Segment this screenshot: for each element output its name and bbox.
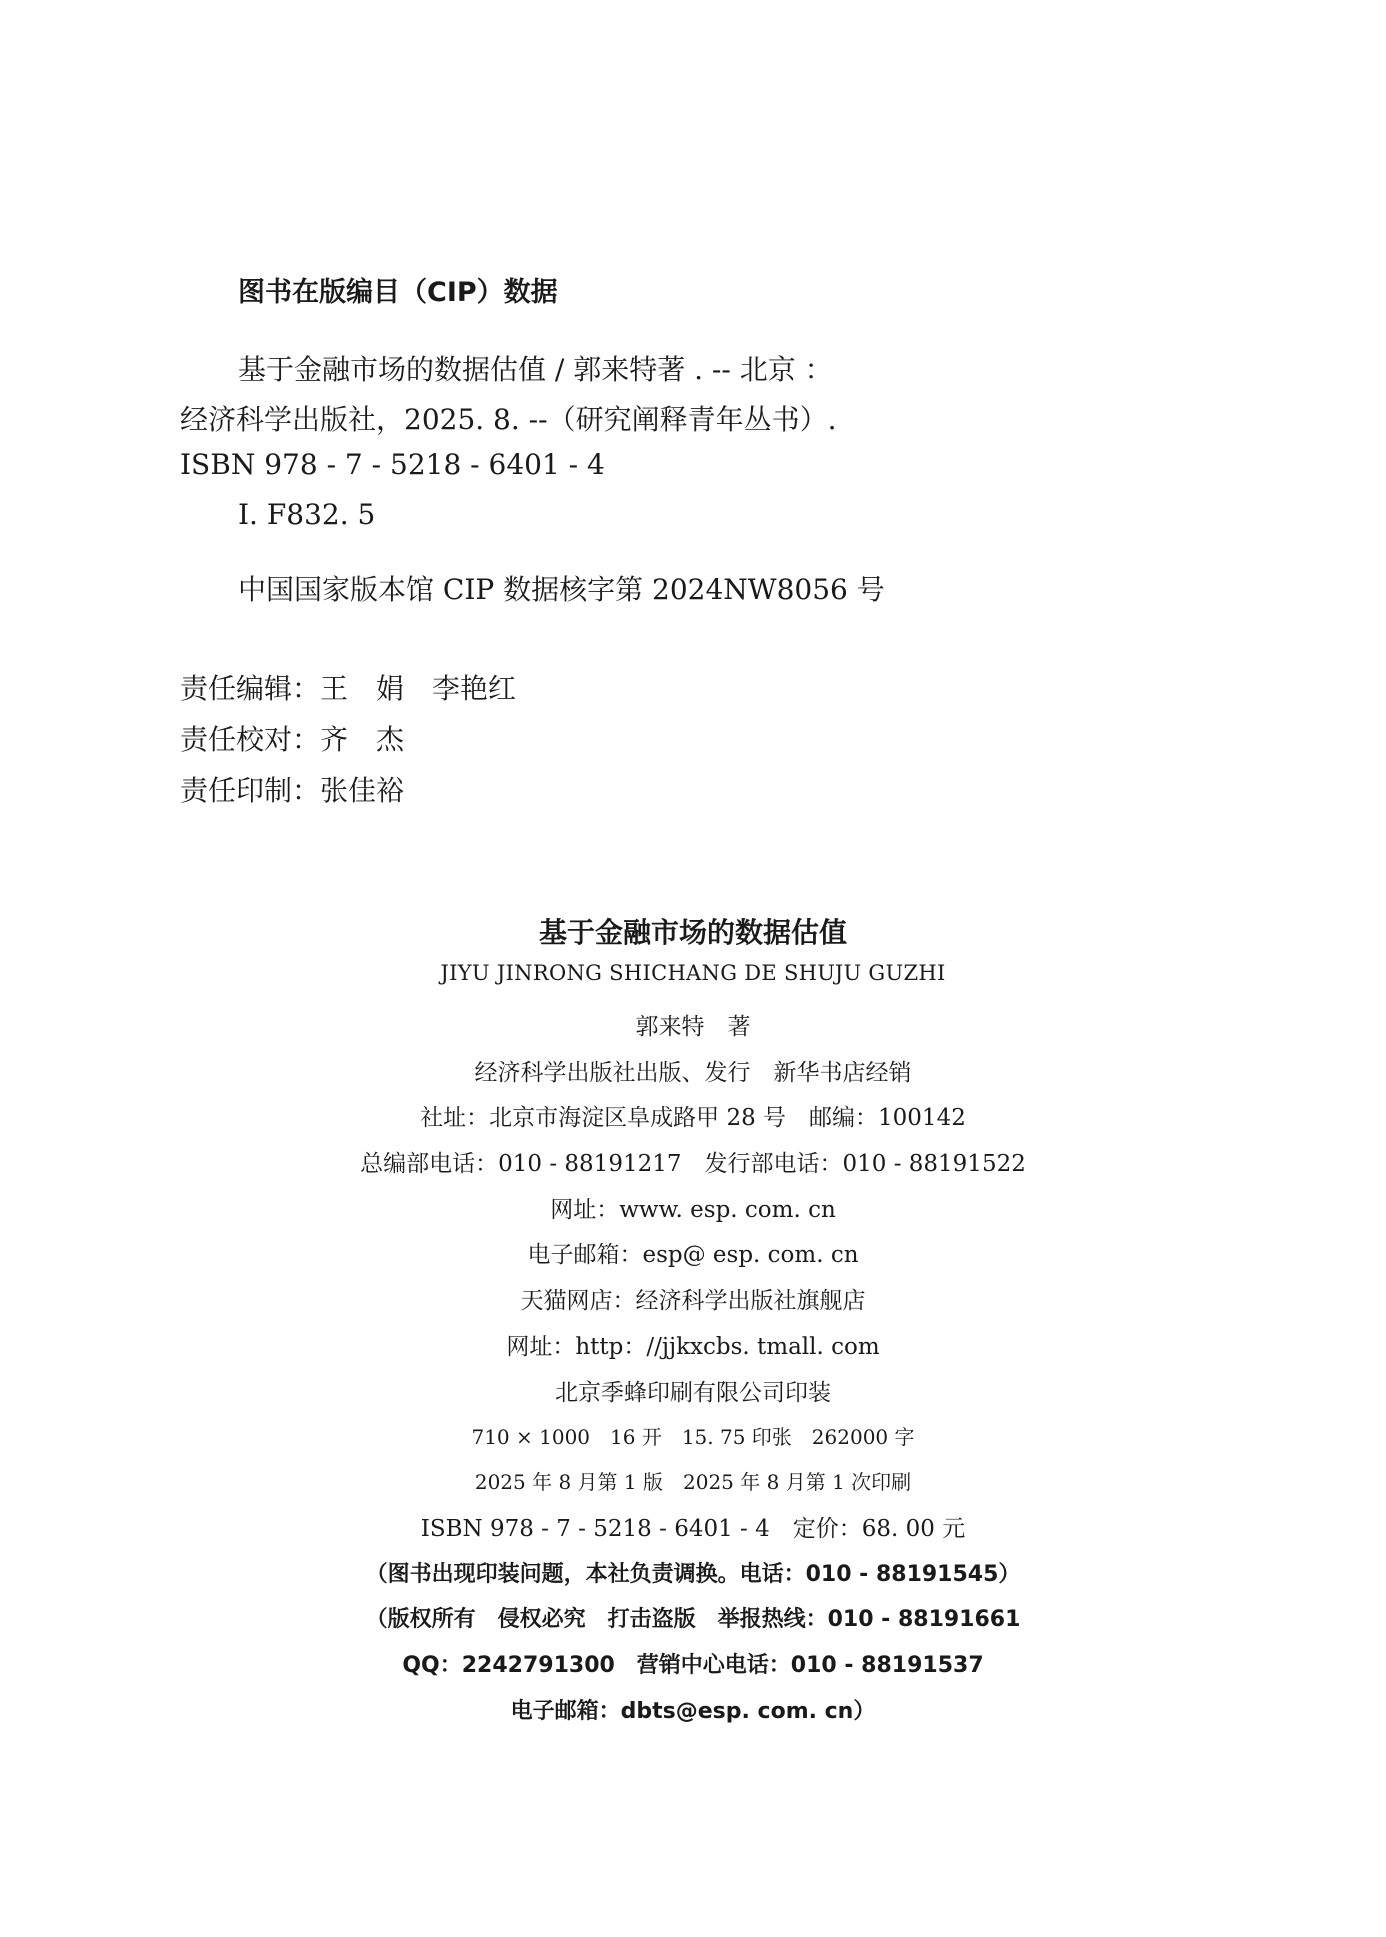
imprint-printer: 北京季蜂印刷有限公司印装: [555, 1380, 831, 1406]
cip-record-line2: 经济科学出版社，2025. 8. --（研究阐释青年丛书）.: [180, 403, 837, 436]
imprint-title: 基于金融市场的数据估值: [538, 916, 847, 949]
imprint-tmall-url: 网址：http：//jjkxcbs. tmall. com: [506, 1334, 880, 1360]
imprint-email: 电子邮箱：esp@ esp. com. cn: [527, 1242, 859, 1268]
cip-record-line1: 基于金融市场的数据估值 / 郭来特著 . -- 北京 ：: [238, 353, 833, 386]
cip-heading: 图书在版编目（CIP）数据: [238, 277, 558, 308]
imprint-tmall-store: 天猫网店：经济科学出版社旗舰店: [520, 1288, 866, 1314]
imprint-title-pinyin: JIYU JINRONG SHICHANG DE SHUJU GUZHI: [440, 961, 946, 985]
imprint-format: 710 × 1000 16 开 15. 75 印张 262000 字: [471, 1425, 915, 1449]
imprint-address: 社址：北京市海淀区阜成路甲 28 号 邮编：100142: [420, 1105, 966, 1131]
cip-isbn: ISBN 978 - 7 - 5218 - 6401 - 4: [180, 448, 605, 481]
imprint-phones: 总编部电话：010 - 88191217 发行部电话：010 - 88191522: [360, 1151, 1026, 1177]
imprint-notice-2: （版权所有 侵权必究 打击盗版 举报热线：010 - 88191661: [365, 1607, 1021, 1632]
imprint-author: 郭来特 著: [635, 1014, 751, 1040]
imprint-publisher: 经济科学出版社出版、发行 新华书店经销: [474, 1060, 912, 1086]
cip-verification: 中国国家版本馆 CIP 数据核字第 2024NW8056 号: [238, 573, 885, 606]
imprint-notice-4: 电子邮箱：dbts@esp. com. cn）: [510, 1699, 876, 1724]
cip-classification: Ⅰ. F832. 5: [238, 498, 376, 531]
credit-proofreader: 责任校对：齐 杰: [180, 723, 405, 756]
imprint-website: 网址：www. esp. com. cn: [550, 1197, 836, 1223]
imprint-notice-1: （图书出现印装问题，本社负责调换。电话：010 - 88191545）: [365, 1562, 1021, 1587]
imprint-notice-3: QQ：2242791300 营销中心电话：010 - 88191537: [402, 1653, 984, 1678]
credit-printing: 责任印制：张佳裕: [180, 774, 405, 807]
credit-editor: 责任编辑：王 娟 李艳红: [180, 672, 517, 705]
imprint-edition: 2025 年 8 月第 1 版 2025 年 8 月第 1 次印刷: [474, 1470, 912, 1494]
imprint-isbn-price: ISBN 978 - 7 - 5218 - 6401 - 4 定价：68. 00 元: [420, 1516, 966, 1542]
